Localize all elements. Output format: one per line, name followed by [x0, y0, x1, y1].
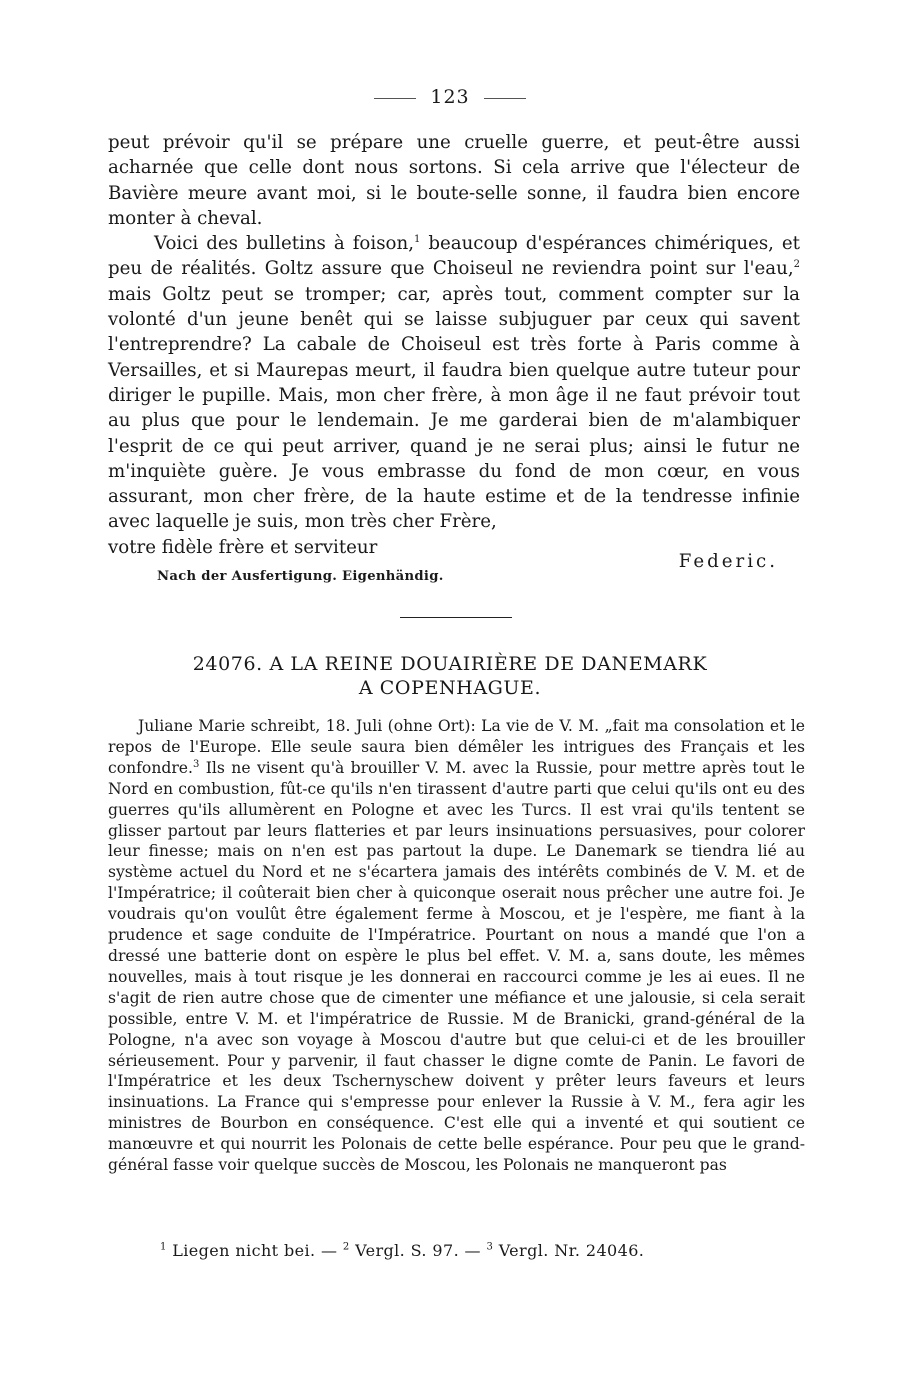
letter-paragraph-1: peut prévoir qu'il se prépare une cruelle guerre, et peut-être aussi acharnée que celle dont nous sortons. Si cela arrive que l'électeur de Bavière meure avant moi, si le boute-selle sonne, il faudra bien encore monter à cheval.: [108, 132, 800, 229]
footnote-ref-2: 2: [793, 259, 800, 271]
footnote-ref-3: 3: [193, 758, 200, 770]
footnotes: [160, 1241, 644, 1260]
letter-paragraph-2: [108, 231, 800, 535]
section-body-part-2: Ils ne visent qu'à brouiller V. M. avec la Russie, pour mettre après tout le Nord en combustion, fût-ce qu'ils n'en tirassent d'autre parti que celui qu'ils ont eu des guerres qu'ils allumèrent en Pologne et avec les Turcs. Il est vrai qu'ils tentent se glisser partout par leurs flatteries et par leurs insinuations persuasives, pour colorer leur finesse; mais on n'en est pas partout la dupe. Le Danemark se tiendra lié au système actuel du Nord et ne s'écartera jamais des intérêts combinés de V. M. et de l'Impératrice; il coûterait bien cher à quiconque oserait nous prêcher une autre foi. Je voudrais qu'on voulût être également ferme à Moscou, et je l'espère, me fiant à la prudence et sage conduite de l'Impératrice. Pourtant on nous a mandé que l'on a dressé une batterie dont on espère le plus bel effet. V. M. a, sans doute, les mêmes nouvelles, mais à tout risque je les donnerai en raccourci comme je les ai eues. Il ne s'agit de rien autre chose que de cimenter une méfiance et une jalousie, si cela serait possible, entre V. M. et l'impératrice de Russie. M de Branicki, grand-général de la Pologne, n'a avec son voyage à Moscou d'autre but que celui-ci et de les brouiller sérieusement. Pour y parvenir, il faut chasser le digne comte de Panin. Le favori de l'Impératrice et les deux Tschernyschew doivent y prêter leurs faveurs et leurs insinuations. La France qui s'empresse pour enlever la Russie à V. M., fera agir les ministres de Bourbon en conséquence. C'est elle qui a inventé et qui soutient ce manœuvre et qui nourrit les Polonais de cette belle espérance. Pour peu que le grand-général fasse voir quelque succès de Moscou, les Polonais ne manqueront pas: [108, 758, 805, 1175]
closing-row: [108, 535, 800, 572]
footnote-mark-1: 1: [160, 1241, 167, 1253]
letter-paragraph-2-part-2: beaucoup d'espérances chimériques, et peu de réalités. Goltz assure que Choiseul ne reviendra point sur l'eau,: [108, 233, 800, 280]
footnote-text-3: Vergl. Nr. 24046.: [493, 1241, 645, 1260]
signature: Federic.: [678, 550, 778, 572]
header-dash-right: [484, 98, 526, 99]
section-body-part-1: Juliane Marie schreibt, 18. Juli (ohne Ort): La vie de V. M. „fait ma consolation et le repos de l'Europe. Elle seule saura bien démêler les intrigues des Français et les confondre.: [108, 717, 805, 777]
section-paragraph: [108, 716, 805, 1176]
footnote-text-1: Liegen nicht bei. —: [166, 1241, 343, 1260]
section-body: [108, 716, 805, 1176]
section-divider: [400, 617, 512, 618]
footnote-text-2: Vergl. S. 97. —: [349, 1241, 487, 1260]
letter-paragraph-2-part-1: Voici des bulletins à foison,: [154, 233, 414, 255]
footnote-mark-3: 3: [486, 1241, 494, 1253]
source-note: Nach der Ausfertigung. Eigenhändig.: [157, 569, 444, 584]
page-header: [0, 86, 900, 108]
letter-paragraph-2-part-3: mais Goltz peut se tromper; car, après tout, comment compter sur la volonté d'un jeune benêt qui se laisse subjuguer par ceux qui savent l'entreprendre? La cabale de Choiseul est très forte à Paris comme à Versailles, et si Maurepas meurt, il faudra bien quelque autre tuteur pour diriger le pupille. Mais, mon cher frère, à mon âge il ne faut prévoir tout au plus que pour le lendemain. Je me garderai bien de m'alambiquer l'esprit de ce qui peut arriver, quand je ne serai plus; ainsi le futur ne m'inquiète guère. Je vous embrasse du fond de mon cœur, en vous assurant, mon cher frère, de la haute estime et de la tendresse infinie avec laquelle je suis, mon très cher Frère,: [108, 283, 800, 533]
letter-text: [108, 130, 800, 572]
page-number: 123: [430, 86, 470, 108]
section-title-line-1: 24076. A LA REINE DOUAIRIÈRE DE DANEMARK: [192, 653, 708, 675]
footnote-mark-2: 2: [342, 1241, 350, 1253]
section-title-line-2: A COPENHAGUE.: [358, 677, 542, 699]
closing-formula: votre fidèle frère et serviteur: [108, 536, 378, 558]
header-dash-left: [374, 98, 416, 99]
footnote-ref-1: 1: [413, 234, 421, 246]
section-title: [0, 652, 900, 700]
